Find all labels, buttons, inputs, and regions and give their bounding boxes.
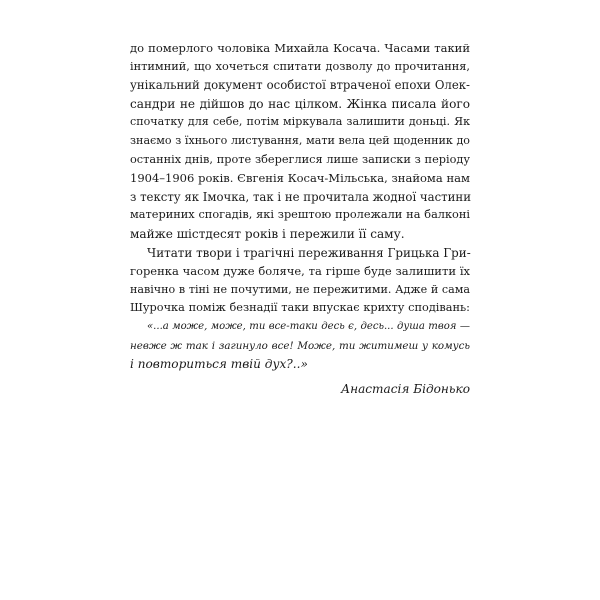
quotation: [130, 318, 470, 374]
body-text: [130, 39, 470, 374]
text-line: материних спогадів, які зрештою пролежали на балконі: [130, 208, 470, 222]
text-line: з тексту як Імочка, так і не прочитала жодної частини: [130, 189, 471, 204]
quote-line: і повториться твій дух?..»: [130, 357, 308, 372]
text-line: знаємо з їхнього листування, мати вела цей щоденник до: [130, 133, 470, 147]
quote-line: «...а може, може, ти все-таки десь є, десь... душа твоя —: [147, 320, 470, 332]
text-line: інтимний, що хочеться спитати дозволу до прочитання,: [130, 59, 470, 73]
text-line: навічно в тіні не почутими, не пережитими. Адже й сама: [130, 282, 470, 296]
paragraph-2: [130, 244, 470, 318]
text-line: Шурочка поміж безнадії таки впускає крихту сподівань:: [130, 301, 470, 315]
text-line: 1904–1906 років. Євгенія Косач-Мільська, знайома нам: [130, 171, 470, 186]
text-line: до померлого чоловіка Михайла Косача. Часами такий: [130, 41, 470, 55]
text-line: Читати твори і трагічні переживання Грицька Гри-: [147, 245, 471, 260]
quote-line: невже ж так і загинуло все! Може, ти житимеш у комусь: [130, 339, 470, 352]
text-line: спочатку для себе, потім міркувала залишити доньці. Як: [130, 115, 470, 129]
text-line: унікальний документ особистої втраченої епохи Олек-: [130, 78, 470, 93]
paragraph-1: [130, 39, 470, 244]
text-line: останніх днів, проте збереглися лише записки з періоду: [130, 152, 470, 166]
text-line: сандри не дійшов до нас цілком. Жінка писала його: [130, 96, 470, 111]
text-line: горенка часом дуже боляче, та гірше буде залишити їх: [130, 264, 470, 279]
text-line: майже шістдесят років і пережили її саму.: [130, 226, 405, 241]
author-signature: Анастасія Бідонько: [340, 382, 470, 396]
